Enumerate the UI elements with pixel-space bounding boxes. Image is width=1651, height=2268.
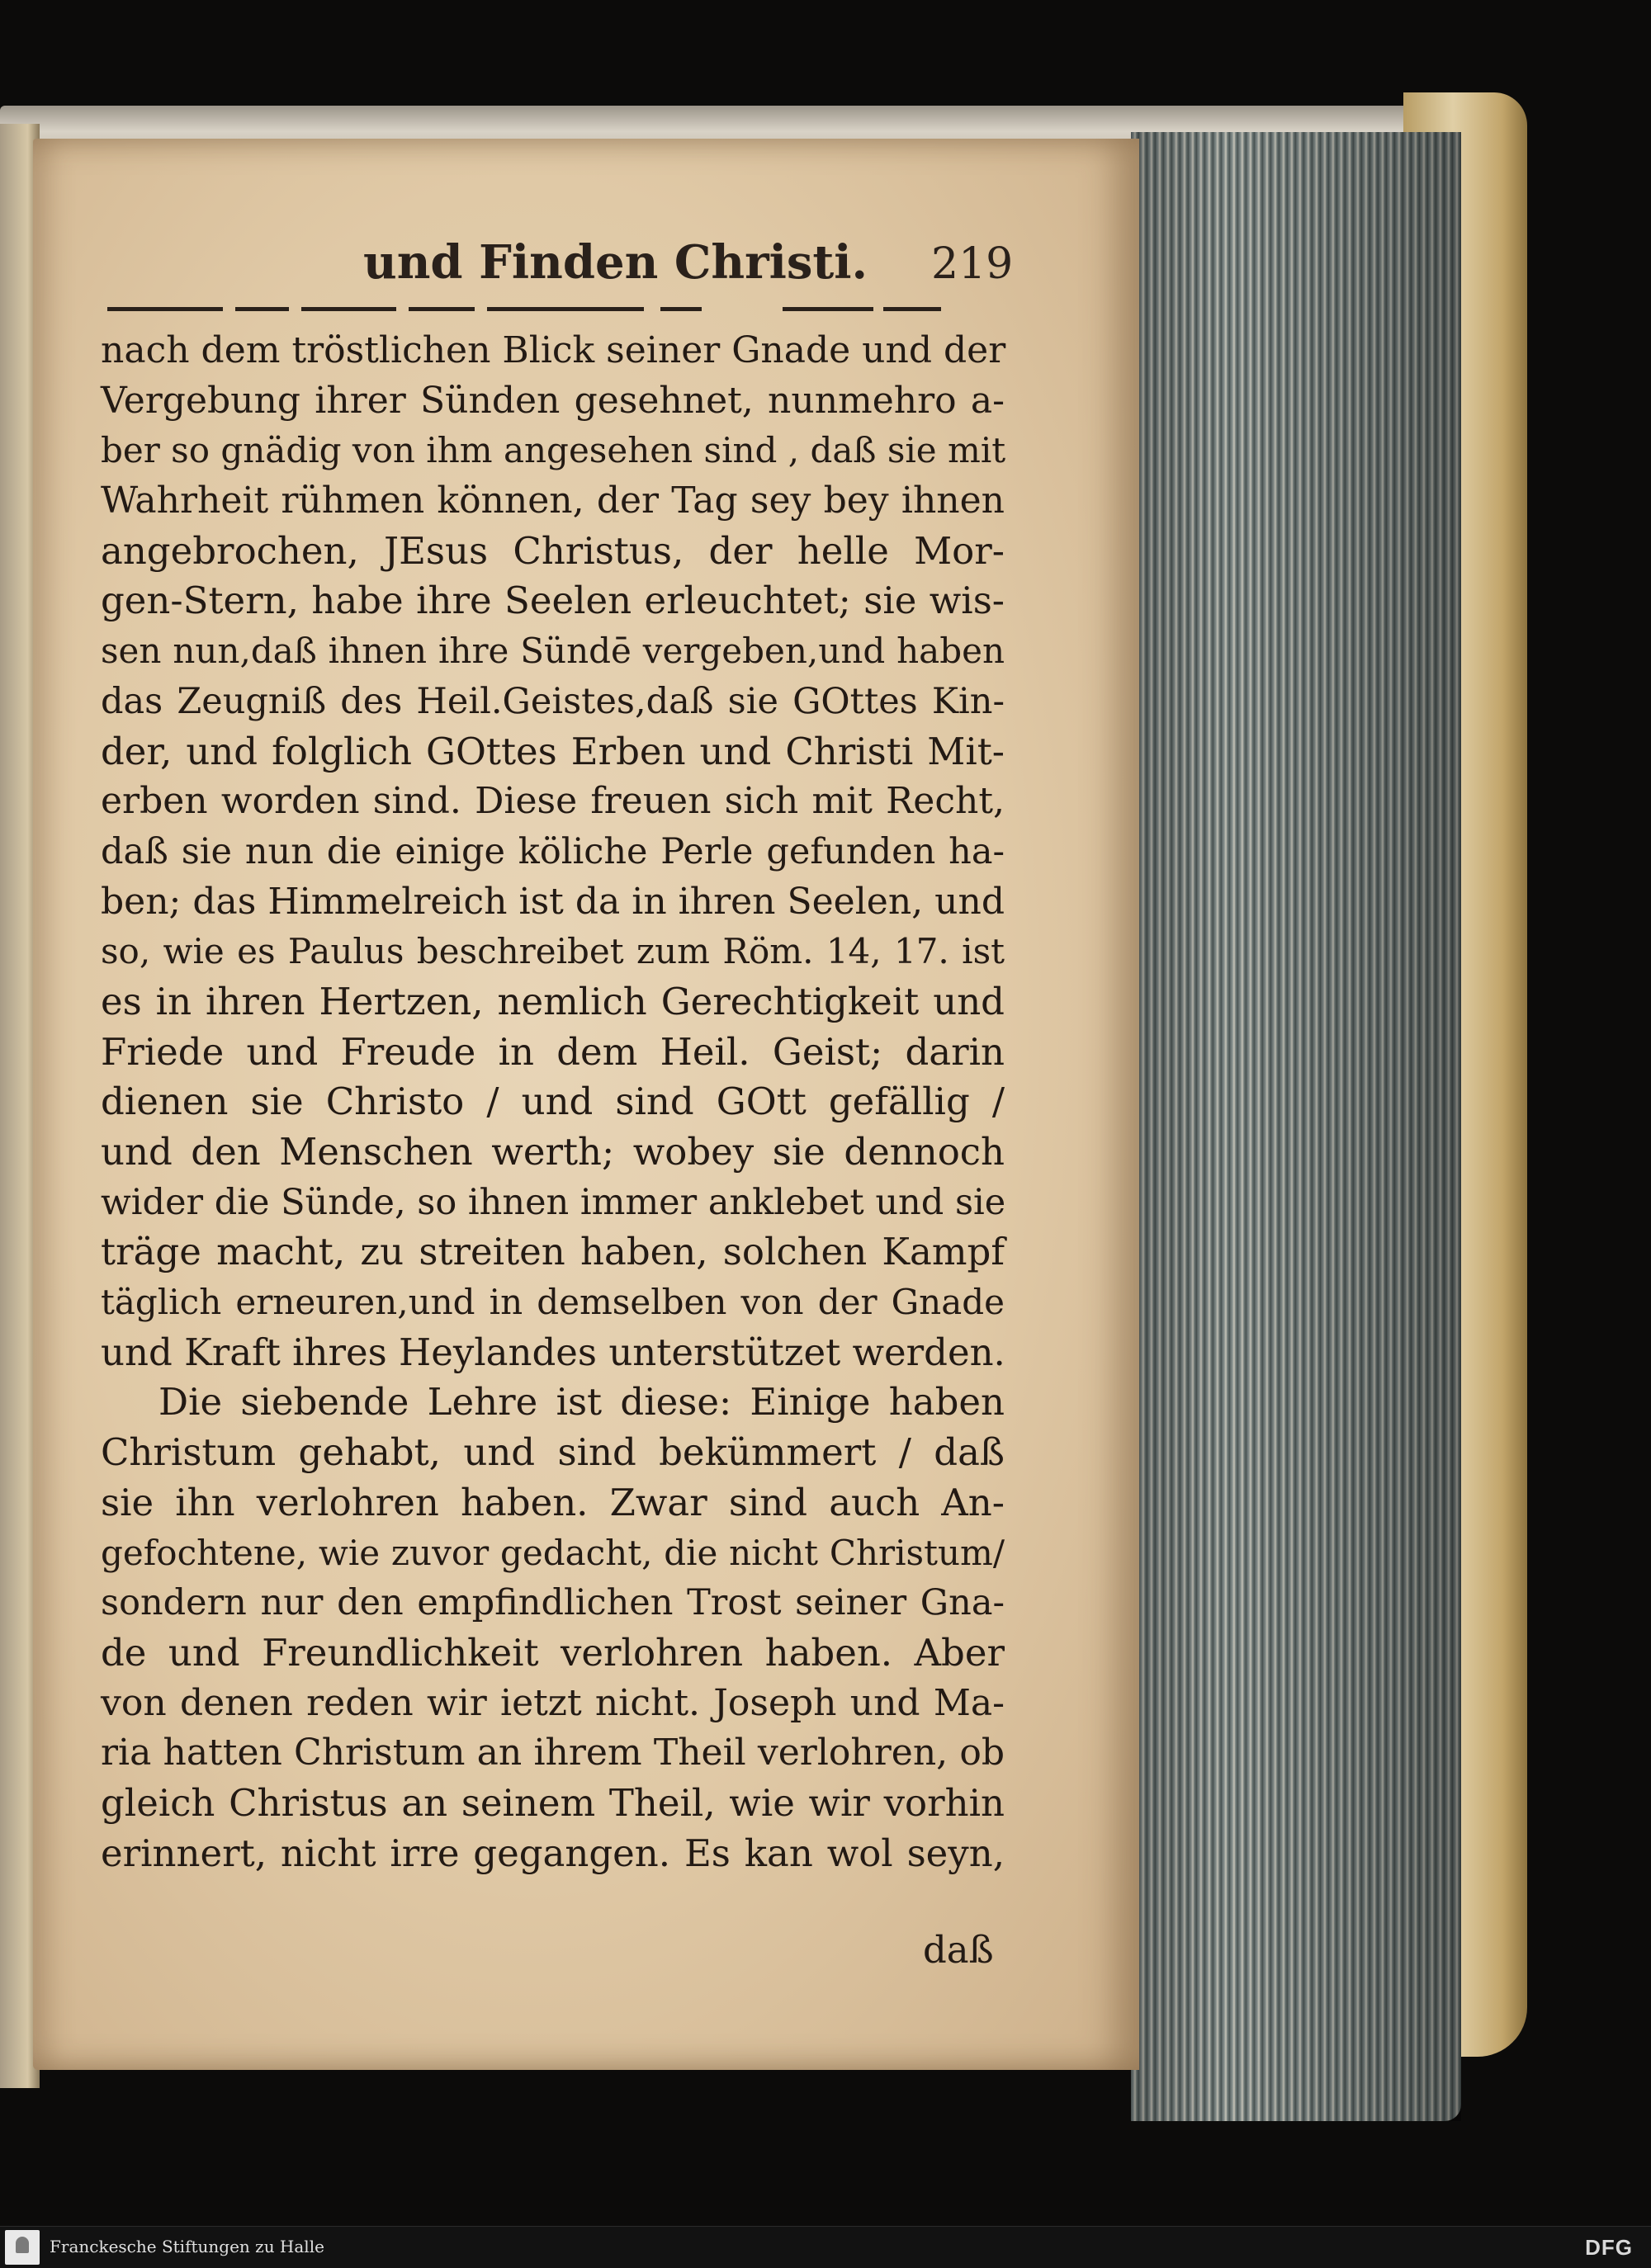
header-rule <box>107 307 223 311</box>
text-line: Wahrheit rühmen können, der Tag sey bey ihnen <box>101 480 1005 522</box>
header-rule <box>235 307 289 311</box>
body-text <box>101 326 1005 1878</box>
text-line: nach dem tröstlichen Blick seiner Gnade und der <box>101 329 1006 371</box>
text-line: es in ihren Hertzen, nemlich Gerechtigkeit und <box>101 979 1005 1023</box>
text-line: so, wie es Paulus beschreibet zum Röm. 14, 17. ist <box>101 931 1005 972</box>
text-line: und Kraft ihres Heylandes unterstützet werden. <box>101 1330 1005 1374</box>
text-line: erben worden sind. Diese freuen sich mit Recht, <box>101 780 1005 823</box>
text-line: gen-Stern, habe ihre Seelen erleuchtet; sie wis- <box>101 579 1005 623</box>
header-rule <box>409 307 475 311</box>
running-head: und Finden Christi. <box>363 235 868 290</box>
text-line: von denen reden wir ietzt nicht. Joseph und Ma- <box>101 1681 1005 1724</box>
header-rule <box>660 307 702 311</box>
text-line: wider die Sünde, so ihnen immer anklebet und sie <box>101 1181 1006 1223</box>
institution-label: Franckesche Stiftungen zu Halle <box>50 2237 324 2256</box>
text-line: Christum gehabt, und sind bekümmert / daß <box>101 1430 1005 1475</box>
viewer-footer <box>0 2226 1651 2268</box>
text-line: ben; das Himmelreich ist da in ihren Seelen, und <box>101 880 1005 923</box>
text-line: gleich Christus an seinem Theil, wie wir vorhin <box>101 1780 1005 1825</box>
text-line: dienen sie Christo / und sind GOtt gefällig / <box>101 1080 1005 1124</box>
page-number: 219 <box>931 239 1014 289</box>
paragraph-first-line: Die siebende Lehre ist diese: Einige haben <box>158 1380 1005 1425</box>
text-line: erinnert, nicht irre gegangen. Es kan wol seyn, <box>101 1831 1005 1875</box>
text-line: gefochtene, wie zuvor gedacht, die nicht Christum/ <box>101 1532 1005 1573</box>
text-line: daß sie nun die einige köliche Perle gefunden ha- <box>101 830 1005 872</box>
text-line: ria hatten Christum an ihrem Theil verlohren, ob <box>101 1732 1005 1774</box>
header-rule <box>301 307 396 311</box>
text-line: angebrochen, JEsus Christus, der helle Mor- <box>101 528 1005 573</box>
text-line: Vergebung ihrer Sünden gesehnet, nunmehro a- <box>101 379 1005 422</box>
text-line: sondern nur den empfindlichen Trost seiner Gna- <box>101 1582 1005 1624</box>
catchword: daß <box>923 1928 994 1972</box>
text-line: träge macht, zu streiten haben, solchen Kampf <box>101 1230 1005 1274</box>
text-line: der, und folglich GOttes Erben und Christi Mit- <box>101 729 1005 773</box>
header-rule <box>487 307 644 311</box>
text-line: sie ihn verlohren haben. Zwar sind auch An- <box>101 1480 1005 1524</box>
text-line: täglich erneuren,und in demselben von der Gnade <box>101 1282 1005 1323</box>
text-line: de und Freundlichkeit verlohren haben. Aber <box>101 1630 1005 1675</box>
text-line: und den Menschen werth; wobey sie dennoch <box>101 1130 1005 1174</box>
header-rule <box>883 307 941 311</box>
page-block-shading <box>1131 132 1461 2121</box>
dfg-logo: DFG <box>1585 2235 1633 2260</box>
header-rule <box>783 307 873 311</box>
institution-logo-icon <box>5 2230 40 2265</box>
text-line: das Zeugniß des Heil.Geistes,daß sie GOttes Kin- <box>101 680 1005 722</box>
text-line: Friede und Freude in dem Heil. Geist; darin <box>101 1029 1005 1074</box>
text-line: sen nun,daß ihnen ihre Sündē vergeben,und haben <box>101 631 1005 672</box>
text-line: ber so gnädig von ihm angesehen sind , daß sie mit <box>101 430 1006 471</box>
